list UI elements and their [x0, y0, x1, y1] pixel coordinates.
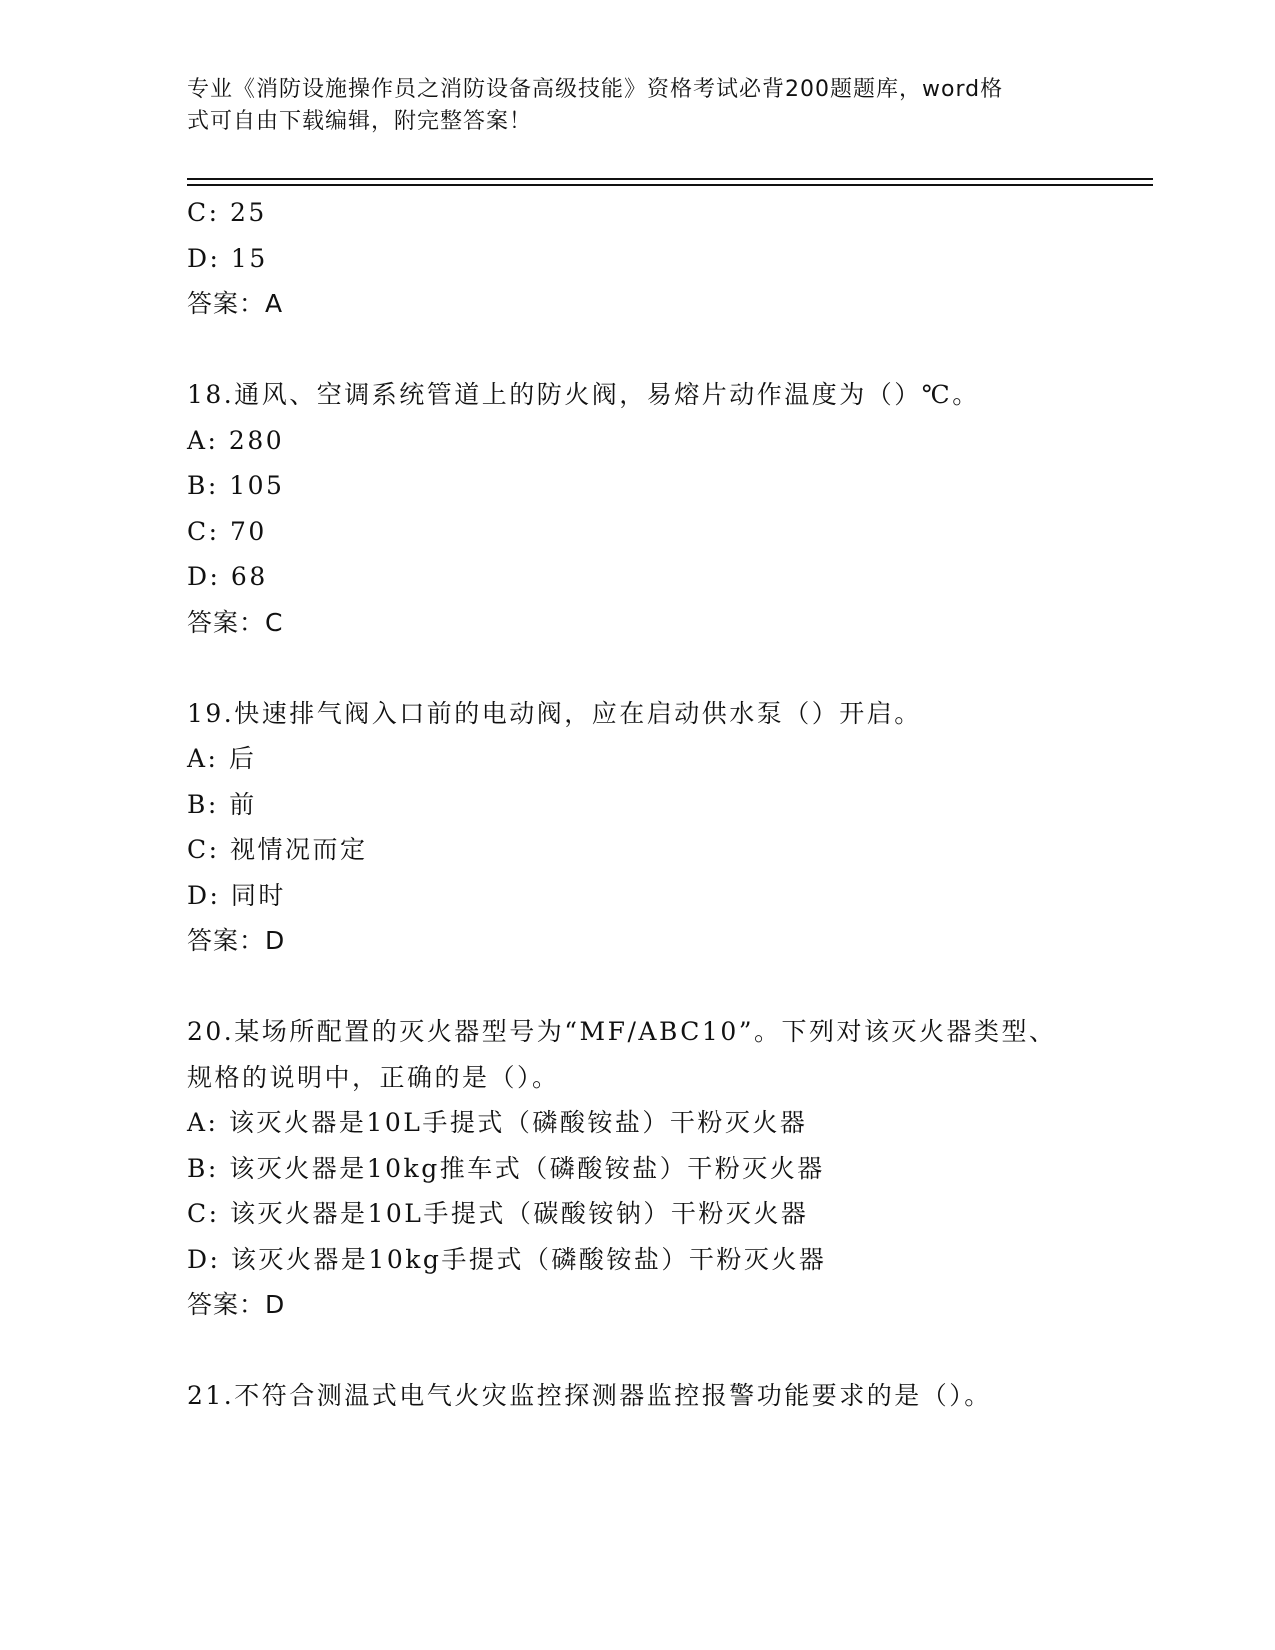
question-block-20 — [187, 1009, 1153, 1328]
answer-line: 答案：C — [187, 607, 284, 637]
spacer — [187, 327, 1153, 373]
spacer — [187, 964, 1153, 1010]
option-c: C: 70 — [187, 516, 267, 546]
spacer — [187, 645, 1153, 691]
question-list — [187, 190, 1153, 1419]
document-header — [187, 74, 1067, 138]
question-block-21 — [187, 1373, 1153, 1419]
question-block-18 — [187, 372, 1153, 645]
option-a: A: 该灭火器是10L手提式（磷酸铵盐）干粉灭火器 — [187, 1108, 808, 1137]
question-stem: 19.快速排气阀入口前的电动阀，应在启动供水泵（）开启。 — [187, 698, 922, 728]
question-stem: 18.通风、空调系统管道上的防火阀，易熔片动作温度为（）℃。 — [187, 380, 980, 409]
header-title-line-2: 式可自由下载编辑，附完整答案！ — [187, 109, 533, 134]
answer-line: 答案：A — [187, 289, 284, 318]
option-a: A: 280 — [187, 425, 285, 455]
option-c: C: 该灭火器是10L手提式（碳酸铵钠）干粉灭火器 — [187, 1199, 809, 1228]
option-c: C: 视情况而定 — [187, 835, 368, 864]
header-title-line-1: 专业《消防设施操作员之消防设备高级技能》资格考试必背200题题库，word格 — [187, 77, 1004, 102]
question-block-19 — [187, 691, 1153, 964]
question-block-prev — [187, 190, 1153, 327]
question-stem: 21.不符合测温式电气火灾监控探测器监控报警功能要求的是（）。 — [187, 1381, 992, 1410]
option-b: B: 该灭火器是10kg推车式（磷酸铵盐）干粉灭火器 — [187, 1153, 825, 1183]
option-d: D: 该灭火器是10kg手提式（磷酸铵盐）干粉灭火器 — [187, 1244, 827, 1274]
question-stem-line-1: 20.某场所配置的灭火器型号为“MF/ABC10”。下列对该灭火器类型、 — [187, 1017, 1057, 1046]
option-a: A: 后 — [187, 744, 257, 773]
answer-line: 答案：D — [187, 1290, 286, 1319]
option-d: D: 15 — [187, 243, 268, 273]
header-divider-bottom — [187, 184, 1153, 186]
answer-line: 答案：D — [187, 926, 286, 955]
option-b: B: 105 — [187, 471, 285, 500]
header-divider-top — [187, 178, 1153, 180]
spacer — [187, 1328, 1153, 1374]
option-b: B: 前 — [187, 789, 257, 819]
option-d: D: 68 — [187, 562, 268, 591]
option-d: D: 同时 — [187, 880, 286, 910]
option-c: C: 25 — [187, 198, 267, 227]
question-stem-line-2: 规格的说明中，正确的是（）。 — [187, 1062, 560, 1092]
